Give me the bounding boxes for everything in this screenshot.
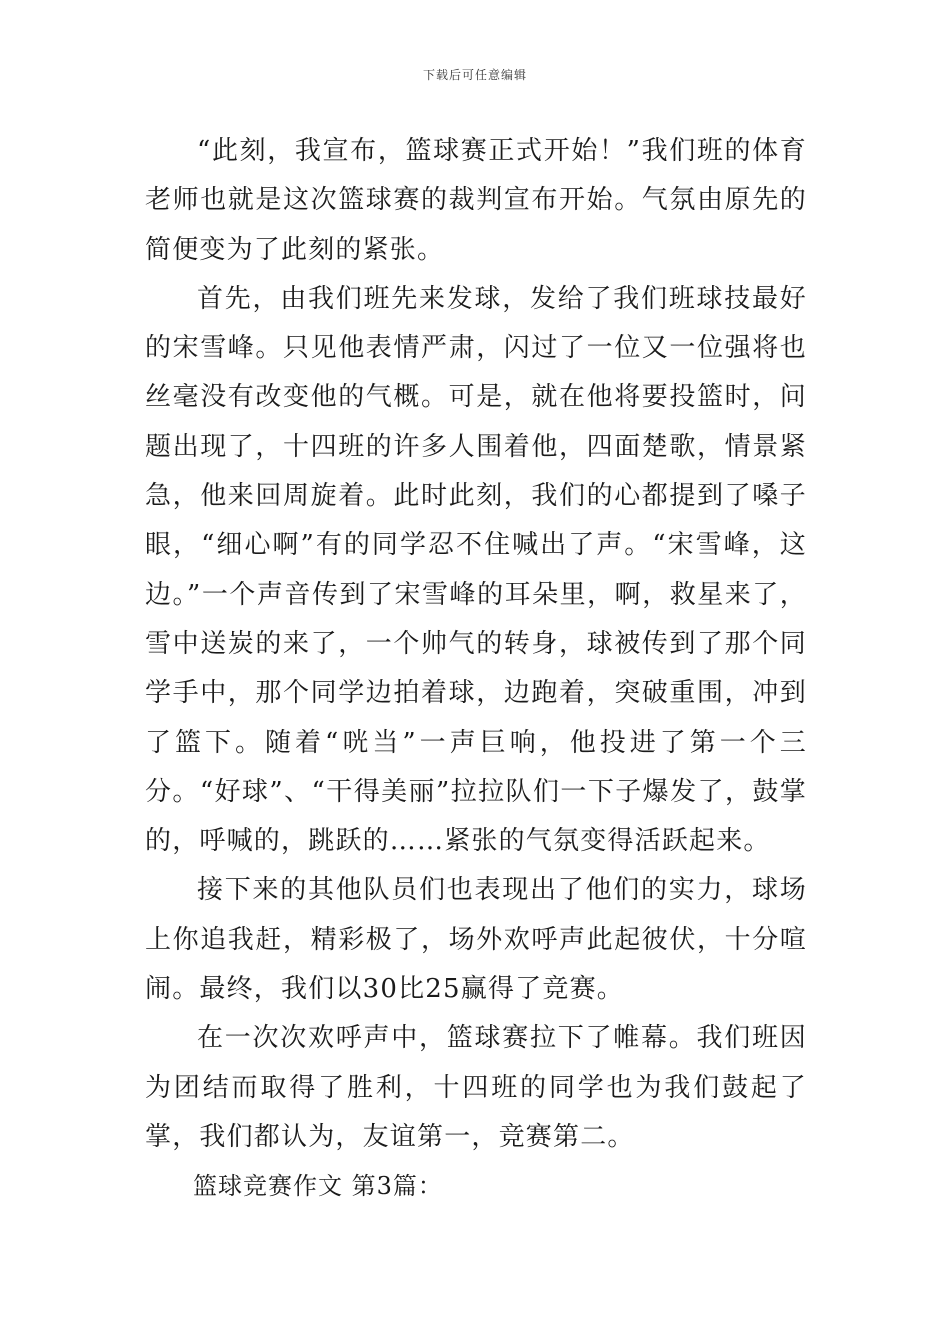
section-title: 篮球竞赛作文 第3篇： bbox=[193, 1172, 443, 1201]
page-header: 下载后可任意编辑 bbox=[422, 68, 527, 82]
paragraph-4: 在一次次欢呼声中，篮球赛拉下了帷幕。我们班因为团结而取得了胜利，十四班的同学也为我们鼓起了掌，我们都认为，友谊第一，竞赛第二。 bbox=[145, 1023, 807, 1152]
paragraph-1: “此刻，我宣布，篮球赛正式开始！”我们班的体育老师也就是这次篮球赛的裁判宣布开始。气氛由原先的简便变为了此刻的紧张。 bbox=[145, 136, 807, 265]
document-body bbox=[145, 127, 807, 1211]
paragraph-2: 首先，由我们班先来发球，发给了我们班球技最好的宋雪峰。只见他表情严肃，闪过了一位又一位强将也丝毫没有改变他的气概。可是，就在他将要投篮时，问题出现了，十四班的许多人围着他，四面楚歌，情景紧急，他来回周旋着。此时此刻，我们的心都提到了嗓子眼，“细心啊”有的同学忍不住喊出了声。“宋雪峰，这边。”一个声音传到了宋雪峰的耳朵里，啊，救星来了，雪中送炭的来了，一个帅气的转身，球被传到了那个同学手中，那个同学边拍着球，边跑着，突破重围，冲到了篮下。随着“咣当”一声巨响，他投进了第一个三分。“好球”、“干得美丽”拉拉队们一下子爆发了，鼓掌的，呼喊的，跳跃的……紧张的气氛变得活跃起来。 bbox=[145, 283, 807, 857]
paragraph-3: 接下来的其他队员们也表现出了他们的实力，球场上你追我赶，精彩极了，场外欢呼声此起彼伏，十分喧闹。最终，我们以30比25赢得了竞赛。 bbox=[145, 875, 807, 1005]
